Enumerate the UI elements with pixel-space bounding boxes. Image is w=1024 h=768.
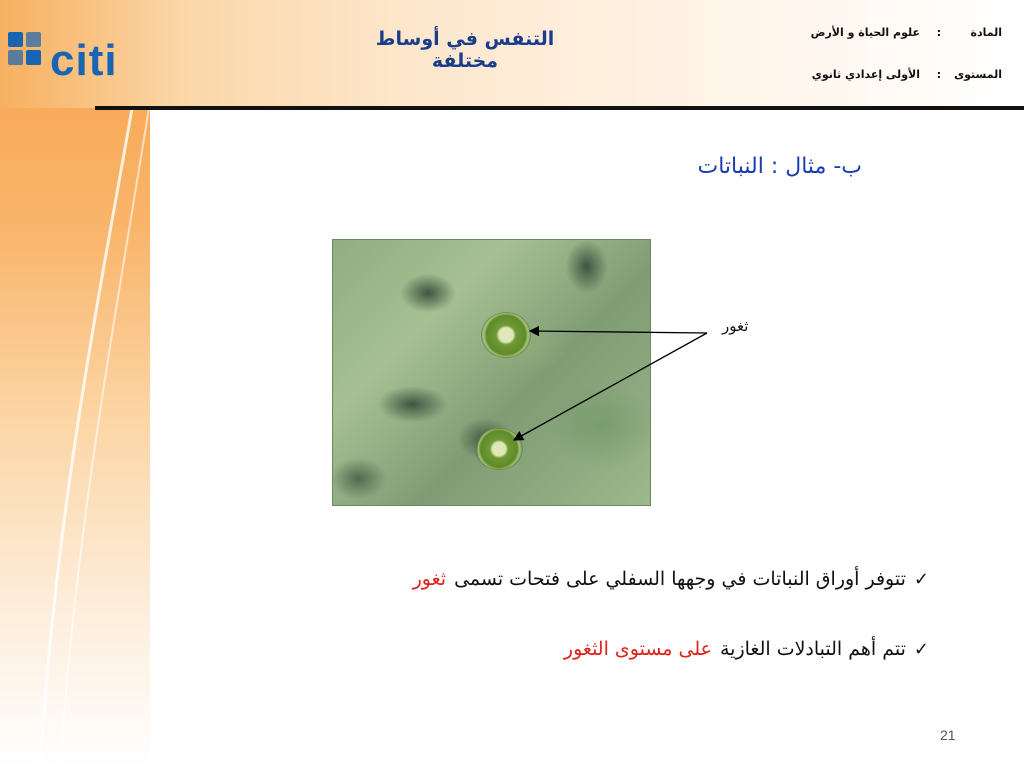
level-key: المستوى (954, 68, 1002, 81)
bullet-1 (413, 568, 929, 590)
checkmark-icon: ✓ (913, 569, 929, 590)
level-separator: : (936, 68, 942, 81)
stomata-label: ثغور (722, 317, 749, 335)
bullet-1-text: تتوفر أوراق النباتات في وجهها السفلي على فتحات تسمى (454, 568, 906, 590)
citi-logo (8, 22, 123, 85)
subject-value: علوم الحياة و الأرض (810, 26, 920, 39)
header-divider (95, 106, 1024, 110)
section-title: ب- مثال : النباتات (697, 154, 862, 179)
bullet-2 (564, 638, 929, 660)
checkmark-icon: ✓ (913, 639, 929, 660)
level-value: الأولى إعدادي ثانوي (811, 68, 920, 81)
bullet-1-highlight: ثغور (412, 568, 447, 590)
slide-title: التنفس في أوساط مختلفة (375, 28, 555, 72)
stoma-upper (481, 312, 531, 358)
logo-text: citi (50, 36, 118, 85)
logo-squares-icon (8, 32, 44, 68)
stomata-micrograph (332, 239, 651, 506)
stoma-lower (475, 428, 523, 470)
subject-key: المادة (970, 26, 1002, 39)
left-curve-decoration (0, 0, 180, 768)
bullet-2-text: تتم أهم التبادلات الغازية (719, 638, 906, 660)
subject-separator: : (936, 26, 942, 39)
bullet-2-highlight: على مستوى الثغور (563, 638, 712, 660)
level-row (812, 68, 1002, 81)
page-number: 21 (940, 727, 956, 743)
subject-row (811, 26, 1002, 39)
